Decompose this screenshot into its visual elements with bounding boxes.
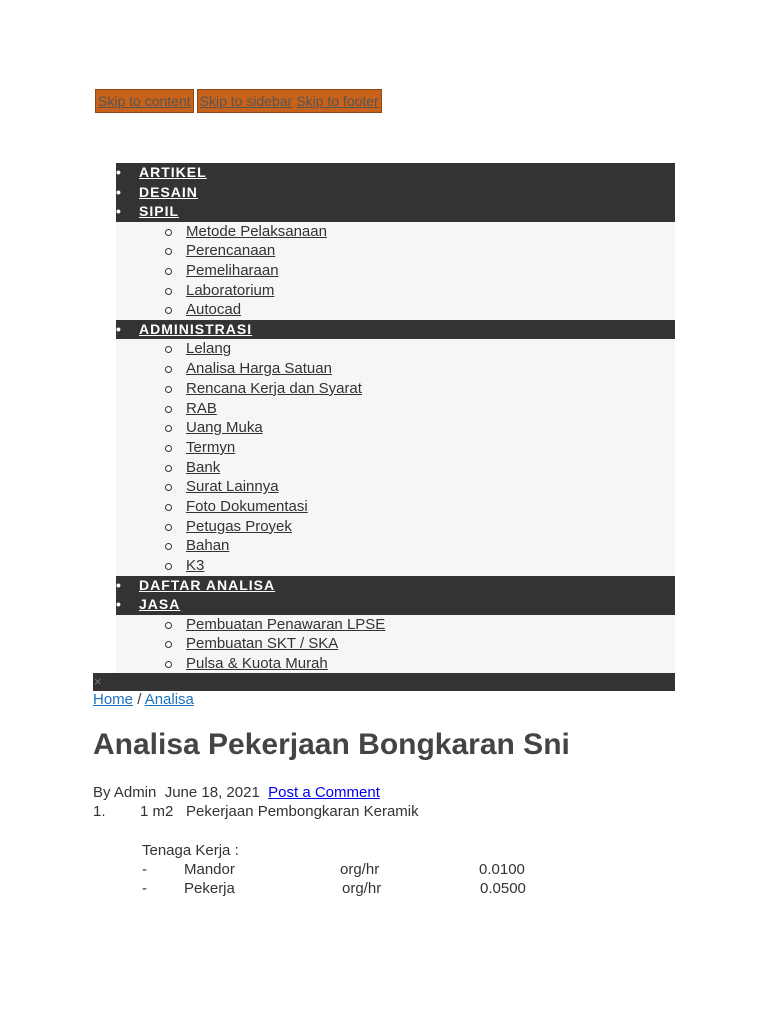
submenu-item [116,281,675,301]
submenu-item [116,556,675,576]
submenu-item [116,222,675,242]
menu-link-jasa[interactable]: • JASA [116,595,675,615]
submenu-item [116,300,675,320]
labor-row-value: 0.0100 [479,861,525,878]
submenu-link[interactable]: Uang Muka [186,419,263,437]
labor-row-dash: - [142,880,147,897]
submenu-link[interactable]: K3 [186,557,205,574]
post-comment-link[interactable]: Post a Comment [268,784,380,801]
labor-row-name: Pekerja [184,880,235,897]
submenu-link[interactable]: Pulsa & Kuota Murah [186,655,328,673]
submenu-item [116,339,675,359]
submenu-link[interactable]: Rencana Kerja dan Syarat [186,379,362,397]
skip-links [95,89,382,113]
labor-row-name: Mandor [184,861,235,878]
submenu-item [116,359,675,379]
submenu-link[interactable]: Perencanaan [186,242,276,260]
menu-item-artikel [116,163,675,183]
menu-link-administrasi[interactable]: • ADMINISTRASI [116,320,675,340]
submenu-item [116,536,675,556]
breadcrumb [93,691,194,708]
submenu-item [116,418,675,438]
menu-close-bar [93,673,675,691]
menu-item-jasa [116,595,675,674]
post-date: June 18, 2021 [164,784,260,801]
submenu-link[interactable]: Surat Lainnya [186,478,279,496]
breadcrumb-current-link[interactable]: Analisa [144,691,194,708]
breadcrumb-home-link[interactable]: Home [93,691,134,708]
submenu-item [116,458,675,478]
submenu-link[interactable]: Laboratorium [186,281,275,299]
menu-item-desain [116,183,675,203]
page-title: Analisa Pekerjaan Bongkaran Sni [93,728,570,761]
submenu-item [116,517,675,537]
submenu-item [116,634,675,654]
labor-row-unit: org/hr [342,880,382,897]
submenu-item [116,261,675,281]
item-description: Pekerjaan Pembongkaran Keramik [186,803,419,820]
submenu-link[interactable]: RAB [186,399,217,417]
skip-to-footer-link[interactable]: Skip to footer [294,90,381,112]
labor-row-unit: org/hr [340,861,380,878]
close-icon[interactable]: × [94,674,102,689]
submenu-link[interactable]: Metode Pelaksanaan [186,222,327,240]
menu-link-desain[interactable]: • DESAIN [116,183,675,203]
menu-item-administrasi [116,320,675,576]
item-number: 1. [93,803,106,820]
menu-link-artikel[interactable]: • ARTIKEL [116,163,675,183]
submenu-link[interactable]: Bank [186,458,221,476]
breadcrumb-separator: / [137,691,142,708]
submenu-administrasi [116,339,675,575]
submenu-link[interactable]: Pembuatan SKT / SKA [186,635,339,653]
skip-link-group [197,89,382,113]
skip-to-sidebar-link[interactable]: Skip to sidebar [198,90,295,112]
submenu-item [116,438,675,458]
submenu-item [116,497,675,517]
submenu-link[interactable]: Lelang [186,340,232,358]
submenu-jasa [116,615,675,674]
submenu-link[interactable]: Petugas Proyek [186,517,292,535]
post-author: By Admin [93,784,157,801]
labor-row-value: 0.0500 [480,880,526,897]
submenu-link[interactable]: Termyn [186,438,236,456]
skip-to-content-link[interactable]: Skip to content [95,89,194,113]
submenu-item [116,615,675,635]
menu-item-daftar-analisa [116,576,675,596]
submenu-link[interactable]: Pembuatan Penawaran LPSE [186,615,386,633]
submenu-item [116,241,675,261]
main-menu [116,163,675,674]
menu-item-sipil [116,202,675,320]
submenu-link[interactable]: Pemeliharaan [186,261,279,279]
submenu-link[interactable]: Analisa Harga Satuan [186,360,332,378]
submenu-item [116,399,675,419]
submenu-item [116,379,675,399]
menu-link-daftar-analisa[interactable]: • DAFTAR ANALISA [116,576,675,596]
submenu-sipil [116,222,675,320]
tenaga-kerja-label: Tenaga Kerja : [142,842,239,859]
submenu-item [116,477,675,497]
post-meta [93,784,380,801]
labor-row-dash: - [142,861,147,878]
submenu-link[interactable]: Autocad [186,301,242,319]
submenu-link[interactable]: Bahan [186,537,230,555]
submenu-link[interactable]: Foto Dokumentasi [186,497,308,515]
menu-link-sipil[interactable]: • SIPIL [116,202,675,222]
submenu-item [116,654,675,674]
item-quantity: 1 m2 [140,803,174,820]
